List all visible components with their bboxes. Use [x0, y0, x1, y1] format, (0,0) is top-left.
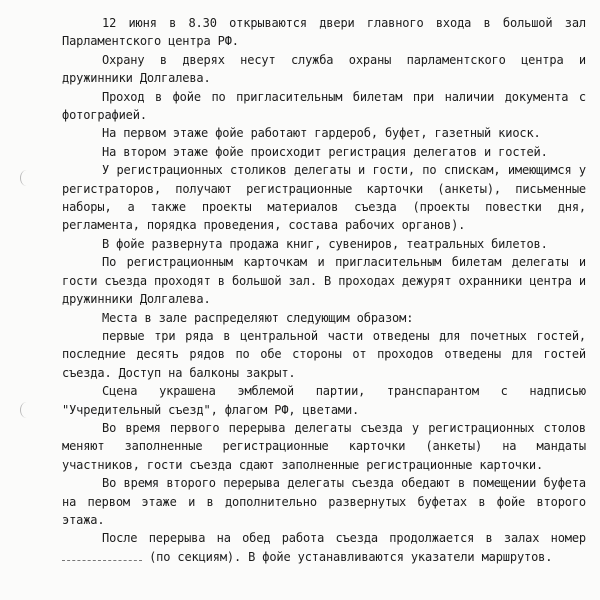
paragraph-second-break: Во время второго перерыва делегаты съезда обедают в помещении буфета на первом этаже и в дополнительно развернутых буфетах в фойе второго этажа.	[62, 476, 586, 527]
paragraph-after-lunch	[62, 529, 586, 566]
paragraph-first-floor: На первом этаже фойе работают гардероб, буфет, газетный киоск.	[102, 126, 541, 141]
paragraph-entrance: 12 июня в 8.30 открываются двери главного входа в большой зал Парламентского центра РФ.	[62, 16, 586, 49]
after-lunch-text-start: После перерыва на обед работа съезда продолжается в залах номер	[102, 531, 586, 546]
paragraph-first-break: Во время первого перерыва делегаты съезда у регистрационных столов меняют заполненные регистрационные карточки (анкеты) на мандаты участников, гости съезда сдают заполненные регистрационные карточки.	[62, 420, 586, 472]
paragraph-hall-entry: По регистрационным карточкам и пригласительным билетам делегаты и гости съезда проходят в большой зал. В проходах дежурят охранники центра и дружинники Долгалева.	[62, 255, 586, 307]
binder-hole-mark	[20, 170, 33, 186]
paragraph-seating-rows: первые три ряда в центральной части отведены для почетных гостей, последние десять рядов по обе стороны от проходов отведены для гостей съезда. Доступ на балконы закрыт.	[62, 328, 586, 380]
binder-hole-mark	[20, 402, 33, 418]
paragraph-access: Проход в фойе по пригласительным билетам при наличии документа с фотографией.	[62, 89, 586, 123]
room-number-blank	[62, 549, 142, 561]
paragraph-registration: У регистрационных столиков делегаты и гости, по спискам, имеющимся у регистраторов, получают регистрационные карточки (анкеты), письменные наборы, а также проекты материалов съезда (проекты повестки дня, регламента, порядка проведения, состава рабочих органов).	[62, 163, 586, 233]
paragraph-security: Охрану в дверях несут служба охраны парламентского центра и дружинники Долгалева.	[62, 52, 586, 86]
paragraph-seating-intro: Места в зале распределяют следующим образом:	[102, 310, 414, 325]
after-lunch-text-end: (по секциям). В фойе устанавливаются указатели маршрутов.	[149, 549, 553, 564]
paragraph-sales: В фойе развернута продажа книг, сувениров, театральных билетов.	[102, 236, 548, 251]
paragraph-second-floor: На втором этаже фойе происходит регистрация делегатов и гостей.	[102, 144, 548, 159]
document-body	[62, 14, 586, 566]
paragraph-stage: Сцена украшена эмблемой партии, транспарантом с надписью "Учредительный съезд", флагом РФ, цветами.	[62, 384, 586, 417]
